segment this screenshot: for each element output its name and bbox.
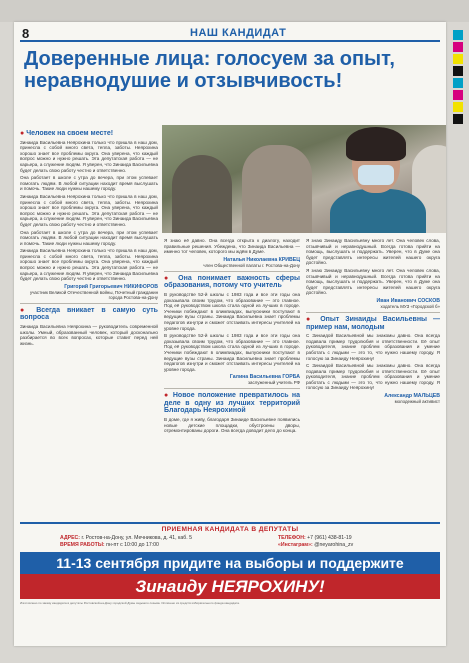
page-headline: Доверенные лица: голосуем за опыт, неравнодушие и отзывчивость! xyxy=(24,48,395,92)
author-signature: Григорий Григорьевич НИКИФОРОВ xyxy=(64,283,158,290)
article-subhead: ● Человек на своем месте! xyxy=(20,130,114,137)
article-text: С Зинаидой Васильевной мы знакомы давно. Она всегда подавала пример трудолюбия и ответственности. Её опыт руководителя, знание проблем образования и умение работать с людьми — это то, что нужно нашему городу. Я голосую за Зинаиду Неярохину! xyxy=(306,363,440,391)
scan-top-strip xyxy=(0,0,469,22)
section-rubric: НАШ КАНДИДАТ xyxy=(190,27,287,39)
article-text: Я знаю Зинаиду Васильевну много лет. Она человек слова, отзывчивый и неравнодушный. Всегда готова прийти на помощь, выслушать и поддержать. Уверен, что в Думе она будет представлять интересы жителей нашего округа достойно. xyxy=(306,238,440,266)
article-text: Зинаида Васильевна Неярохина только что пришла в наш дом, принесла с собой много света, тепла, заботы. Неярохина хорошо знает все проблемы округа. Она уверена, что каждый вопрос можно и нужно решать. Эта депутатская работа — не карьера, а служение людям. Я уверен, что Зинаида Васильевна будет делать свою работу честно и ответственно. xyxy=(20,248,158,282)
article-text: С Зинаидой Васильевной мы знакомы давно. Она всегда подавала пример трудолюбия и ответственности. Её опыт руководителя, знание проблем образования и умение работать с людьми — это то, что нужно нашему городу. Я голосую за Зинаиду Неярохину! xyxy=(306,333,440,361)
fine-print: Изготовлено по заказу кандидата в депутаты Ростовской-на-Дону городской Думы седьмого созыва. Оплачено из средств избирательного фонда кандидата. xyxy=(20,601,240,605)
article-text: Зинаида Васильевна Неярохина только что пришла в наш дом, принесла с собой много света, тепла, заботы. Неярохина хорошо знает все проблемы округа. Она уверена, что каждый вопрос можно и нужно решать. Эта депутатская работа — не карьера, а служение людям. Я уверен, что Зинаида Васильевна будет делать свою работу честно и ответственно. xyxy=(20,193,158,227)
author-signature: Иван Иванович СОСКОВ xyxy=(376,297,440,304)
author-signature: Наталья Николаевна КРИВЕЦ xyxy=(223,256,300,263)
reception-address: АДРЕС: г. Ростов-на-Дону, ул. Мечникова, д. 41, каб. 5 xyxy=(60,535,192,541)
reception-info xyxy=(20,522,440,548)
author-signature: Галина Васильевна ГОРБА xyxy=(229,374,300,381)
page-number: 8 xyxy=(22,26,30,41)
newspaper-page xyxy=(14,22,446,646)
article-text: Она работает в школе с утра до вечера, при этом успевает помогать людям. В любой ситуации находит время выслушать и помочь. Такие люди нужны нашему городу. xyxy=(20,175,158,192)
page-header xyxy=(20,26,440,42)
article-text: Я знаю Зинаиду Васильевну много лет. Она человек слова, отзывчивый и неравнодушный. Всегда готова прийти на помощь, выслушать и поддержать. Уверен, что в Думе она будет представлять интересы жителей нашего округа достойно. xyxy=(306,267,440,296)
article-text: В доме, где я живу, благодаря Зинаиде Васильевне появились новые детские площадки, обустроены дворы, отремонтированы дороги. Она всегда доводит дело до конца. xyxy=(164,417,300,434)
author-signature: Александр МАЛЬЦЕВ xyxy=(384,393,440,400)
candidate-photo xyxy=(162,125,446,233)
reception-hours: ВРЕМЯ РАБОТЫ: пн-пт с 10:00 до 17:00 xyxy=(60,542,159,548)
article-subhead: ● Она понимает важность сферы образования, потому что учитель xyxy=(164,274,300,290)
article-text: В руководстве 52-й школы с 1983 года и все эти годы она доказывала своим трудом, что образование — это главное. Под её руководством школа стала одной из лучших в городе. Ученики побеждают в олимпиадах, выпускники поступают в ведущие вузы страны. Зинаида Васильевна знает проблемы педагогов изнутри и сможет отстаивать интересы учителей на уровне города. xyxy=(164,291,300,331)
reception-social: «Инстаграм»: @neyarohina_zv xyxy=(278,542,354,548)
reception-phone: ТЕЛЕФОН: +7 (961) 438-81-19 xyxy=(278,535,352,541)
election-dates-banner: 11-13 сентября придите на выборы и поддержите xyxy=(20,552,440,574)
article-text: Она работает в школе с утра до вечера, при этом успевает помогать людям. В любой ситуации находит время выслушать и помочь. Такие люди нужны нашему городу. xyxy=(20,229,158,246)
article-subhead: ● Новое положение превратилось на деле в одну из лучших территорий Благодарь Неярохиной xyxy=(164,392,300,415)
print-color-marks xyxy=(453,30,465,126)
article-text: Зинаида Васильевна Неярохина только что пришла в наш дом, принесла с собой много света, тепла, заботы. Неярохина хорошо знает все проблемы округа. Она уверена, что каждый вопрос можно и нужно решать. Эта депутатская работа — не карьера, а служение людям. Я уверен, что Зинаида Васильевна будет делать свою работу честно и ответственно. xyxy=(20,139,158,173)
candidate-name-banner: Зинаиду НЕЯРОХИНУ! xyxy=(20,574,440,599)
author-role: ходатель МУЗ «Городской б» xyxy=(380,303,440,309)
author-role: заслуженный учитель РФ xyxy=(248,380,300,386)
author-role: молодежный активист xyxy=(394,399,440,405)
reception-title: ПРИЕМНАЯ КАНДИДАТА В ДЕПУТАТЫ xyxy=(161,526,299,533)
article-text: Я знаю её давно. Она всегда открыта к диалогу, находит правильные решения. Убеждена, что Зинаида Васильевна — именно тот человек, которого мы ждём в Думе. xyxy=(164,238,300,255)
article-subhead: ● Опыт Зинаиды Васильевны — пример нам, молодым xyxy=(306,315,440,331)
column-1 xyxy=(20,130,158,348)
author-role: член Общественной палаты г. Ростова-на-Дону xyxy=(203,262,300,268)
column-3 xyxy=(306,238,440,404)
article-text: Зинаида Васильевна Неярохина — руководитель современной школы. Умный, образованный человек, который досконально разбирается во всех вопросах, которые ставит перед ней жизнь. xyxy=(20,324,158,346)
column-2 xyxy=(164,238,300,436)
article-subhead: ● Всегда вникает в самую суть вопроса xyxy=(20,306,158,322)
article-text: В руководстве 52-й школы с 1983 года и все эти годы она доказывала своим трудом, что образование — это главное. Под её руководством школа стала одной из лучших в городе. Ученики побеждают в олимпиадах, выпускники поступают в ведущие вузы страны. Зинаида Васильевна знает проблемы педагогов изнутри и сможет отстаивать интересы учителей на уровне города. xyxy=(164,333,300,372)
author-role: участник Великой Отечественной войны, Почетный гражданин города Ростова-на-Дону xyxy=(29,289,158,300)
